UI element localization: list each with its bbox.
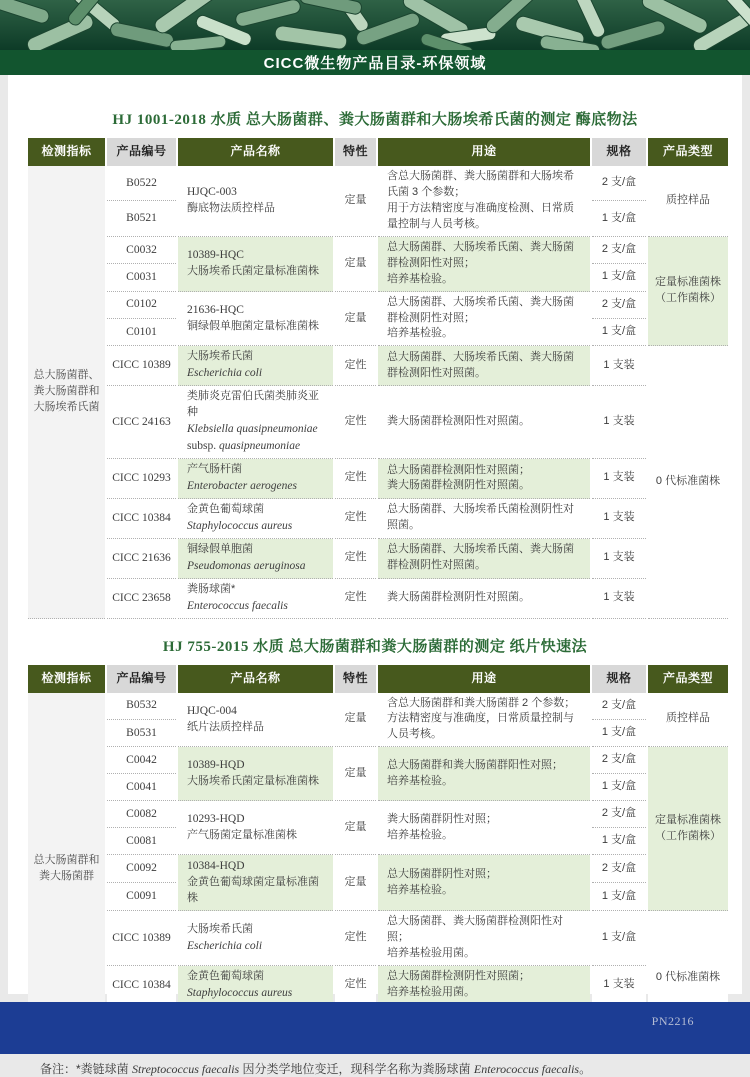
- product-code-cell: C0031: [107, 264, 176, 291]
- page-footer: [0, 1002, 750, 1054]
- use-cell: 总大肠菌群阴性对照； 培养基检验。: [378, 855, 590, 911]
- use-cell: 含总大肠菌群和粪大肠菌群 2 个参数； 方法精密度与准确度，日常质量控制与人员考核。: [378, 693, 590, 748]
- product-name-cell: 10389-HQD 大肠埃希氏菌定量标准菌株: [178, 747, 333, 801]
- product-code-cell: B0522: [107, 166, 176, 201]
- spec-cell: 1 支装: [592, 579, 646, 619]
- product-code-cell: C0042: [107, 747, 176, 774]
- product-type-cell: 质控样品: [648, 166, 728, 237]
- spec-cell: 1 支装: [592, 966, 646, 1006]
- column-header-7: 产品类型: [648, 665, 728, 693]
- footnote-text: 。: [579, 1061, 592, 1076]
- use-cell: 总大肠菌群和粪大肠菌群阳性对照； 培养基检验。: [378, 747, 590, 801]
- use-cell: 总大肠菌群、大肠埃希氏菌、粪大肠菌群检测阴性对照菌。: [378, 539, 590, 579]
- spec-cell: 2 支/盒: [592, 237, 646, 264]
- product-code-cell: B0532: [107, 693, 176, 720]
- use-cell: 总大肠菌群、粪大肠菌群检测阳性对照； 培养基检验用菌。: [378, 911, 590, 966]
- feature-cell: 定性: [335, 499, 376, 539]
- footer-divider: [0, 994, 750, 1002]
- spec-cell: 1 支/盒: [592, 828, 646, 855]
- product-code-cell: CICC 24163: [107, 386, 176, 459]
- product-type-cell: 定量标准菌株 （工作菌株）: [648, 237, 728, 347]
- feature-cell: 定性: [335, 911, 376, 966]
- product-code-cell: C0032: [107, 237, 176, 264]
- product-name-cell: 10293-HQD 产气肠菌定量标准菌株: [178, 801, 333, 855]
- spec-cell: 1 支/盒: [592, 883, 646, 911]
- product-type-cell: 0 代标准菌株: [648, 346, 728, 618]
- product-code-cell: CICC 23658: [107, 579, 176, 619]
- use-cell: 总大肠菌群、大肠埃希氏菌、粪大肠菌群检测阳性对照； 培养基检验。: [378, 237, 590, 292]
- product-name-cell: 大肠埃希氏菌 Escherichia coli: [178, 346, 333, 386]
- spec-cell: 2 支/盒: [592, 292, 646, 319]
- column-header-4: 特性: [335, 665, 376, 693]
- footnote-text: 因分类学地位变迁，现科学名称为粪肠球菌: [239, 1061, 474, 1076]
- feature-cell: 定量: [335, 747, 376, 801]
- bacteria-illustration: [0, 0, 750, 50]
- spec-cell: 1 支装: [592, 346, 646, 386]
- spec-cell: 2 支/盒: [592, 747, 646, 774]
- product-code-cell: CICC 10293: [107, 459, 176, 499]
- column-header-2: 产品编号: [107, 665, 176, 693]
- product-code-cell: C0101: [107, 319, 176, 346]
- feature-cell: 定性: [335, 346, 376, 386]
- product-code-cell: C0102: [107, 292, 176, 319]
- product-name-cell: HJQC-004 纸片法质控样品: [178, 693, 333, 748]
- use-cell: 总大肠菌群检测阴性对照菌； 培养基检验用菌。: [378, 966, 590, 1006]
- spec-cell: 1 支/盒: [592, 264, 646, 291]
- product-code-cell: B0531: [107, 720, 176, 747]
- feature-cell: 定性: [335, 539, 376, 579]
- feature-cell: 定量: [335, 166, 376, 237]
- indicator-cell: 总大肠菌群和 粪大肠菌群: [28, 693, 105, 1046]
- feature-cell: 定量: [335, 855, 376, 911]
- use-cell: 粪大肠菌群阴性对照； 培养基检验。: [378, 801, 590, 855]
- product-code-cell: C0092: [107, 855, 176, 883]
- spec-cell: 1 支装: [592, 539, 646, 579]
- spec-cell: 1 支/盒: [592, 201, 646, 236]
- product-name-cell: 粪肠球菌* Enterococcus faecalis: [178, 579, 333, 619]
- column-header-4: 特性: [335, 138, 376, 166]
- product-name-cell: 10384-HQD 金黄色葡萄球菌定量标准菌株: [178, 855, 333, 911]
- product-type-cell: 0 代标准菌株: [648, 911, 728, 1046]
- bacteria-banner-image: [0, 0, 750, 50]
- feature-cell: 定量: [335, 693, 376, 748]
- section-title-2: HJ 755-2015 水质 总大肠菌群和粪大肠菌群的测定 纸片快速法: [162, 638, 588, 655]
- species-name: Enterococcus faecalis: [473, 1061, 580, 1076]
- product-code-cell: CICC 10389: [107, 911, 176, 966]
- product-name-cell: 金黄色葡萄球菌 Staphylococcus aureus: [178, 966, 333, 1006]
- use-cell: 总大肠菌群、大肠埃希氏菌、粪大肠菌群检测阴性对照； 培养基检验。: [378, 292, 590, 347]
- column-header-6: 规格: [592, 665, 646, 693]
- product-type-cell: 定量标准菌株 （工作菌株）: [648, 747, 728, 911]
- spec-cell: 1 支/盒: [592, 720, 646, 747]
- use-cell: 总大肠菌群、大肠埃希氏菌、粪大肠菌群检测阳性对照菌。: [378, 346, 590, 386]
- product-code-cell: CICC 10384: [107, 966, 176, 1006]
- column-header-2: 产品编号: [107, 138, 176, 166]
- use-cell: 含总大肠菌群、粪大肠菌群和大肠埃希氏菌 3 个参数； 用于方法精密度与准确度检测、日常质量控制与人员考核。: [378, 166, 590, 237]
- product-code-cell: C0041: [107, 774, 176, 801]
- use-cell: 总大肠菌群检测阳性对照菌； 粪大肠菌群检测阴性对照菌。: [378, 459, 590, 499]
- spec-cell: 1 支装: [592, 459, 646, 499]
- product-name-cell: 金黄色葡萄球菌 Staphylococcus aureus: [178, 499, 333, 539]
- feature-cell: 定量: [335, 801, 376, 855]
- spec-cell: 2 支/盒: [592, 166, 646, 201]
- product-name-cell: 产气肠杆菌 Enterobacter aerogenes: [178, 459, 333, 499]
- product-name-cell: 铜绿假单胞菌 Pseudomonas aeruginosa: [178, 539, 333, 579]
- feature-cell: 定性: [335, 966, 376, 1006]
- product-code-cell: C0082: [107, 801, 176, 828]
- section-title-1: HJ 1001-2018 水质 总大肠菌群、粪大肠菌群和大肠埃希氏菌的测定 酶底物法: [112, 112, 638, 128]
- spec-cell: 1 支/盒: [592, 319, 646, 346]
- product-table-2: [28, 665, 728, 1046]
- product-type-cell: 质控样品: [648, 693, 728, 748]
- use-cell: 粪大肠菌群检测阴性对照菌。: [378, 579, 590, 619]
- product-code-cell: C0091: [107, 883, 176, 911]
- product-name-cell: 类肺炎克雷伯氏菌类肺炎亚种 Klebsiella quasipneumoniae subsp. quasipneumoniae: [178, 386, 333, 459]
- spec-cell: 2 支/盒: [592, 855, 646, 883]
- product-code-cell: CICC 10384: [107, 499, 176, 539]
- footnote: [40, 1060, 742, 1077]
- footnote-text: 备注：*粪链球菌: [40, 1061, 133, 1076]
- feature-cell: 定量: [335, 292, 376, 347]
- feature-cell: 定性: [335, 386, 376, 459]
- indicator-cell: 总大肠菌群、 粪大肠菌群和 大肠埃希氏菌: [28, 166, 105, 619]
- spec-cell: 2 支/盒: [592, 801, 646, 828]
- spec-cell: 1 支/盒: [592, 911, 646, 966]
- column-header-3: 产品名称: [178, 138, 333, 166]
- column-header-5: 用途: [378, 665, 590, 693]
- product-code-cell: C0081: [107, 828, 176, 855]
- use-cell: 粪大肠菌群检测阳性对照菌。: [378, 386, 590, 459]
- product-name-cell: 21636-HQC 铜绿假单胞菌定量标准菌株: [178, 292, 333, 347]
- page-code: PN2216: [651, 1014, 694, 1028]
- product-name-cell: 10389-HQC 大肠埃希氏菌定量标准菌株: [178, 237, 333, 292]
- product-name-cell: 大肠埃希氏菌 Escherichia coli: [178, 911, 333, 966]
- species-name: Streptococcus faecalis: [132, 1061, 240, 1076]
- feature-cell: 定性: [335, 459, 376, 499]
- use-cell: 总大肠菌群、大肠埃希氏菌检测阴性对照菌。: [378, 499, 590, 539]
- column-header-7: 产品类型: [648, 138, 728, 166]
- feature-cell: 定性: [335, 579, 376, 619]
- product-code-cell: CICC 10389: [107, 346, 176, 386]
- product-name-cell: HJQC-003 酶底物法质控样品: [178, 166, 333, 237]
- product-code-cell: CICC 21636: [107, 539, 176, 579]
- column-header-6: 规格: [592, 138, 646, 166]
- product-table-1: [28, 138, 728, 619]
- feature-cell: 定量: [335, 237, 376, 292]
- column-header-3: 产品名称: [178, 665, 333, 693]
- spec-cell: 1 支装: [592, 499, 646, 539]
- product-code-cell: B0521: [107, 201, 176, 236]
- banner-title: CICC微生物产品目录-环保领域: [263, 55, 487, 72]
- column-header-5: 用途: [378, 138, 590, 166]
- spec-cell: 1 支装: [592, 386, 646, 459]
- spec-cell: 1 支/盒: [592, 774, 646, 801]
- column-header-1: 检测指标: [28, 665, 105, 693]
- spec-cell: 2 支/盒: [592, 693, 646, 720]
- column-header-1: 检测指标: [28, 138, 105, 166]
- page-banner: [0, 50, 750, 75]
